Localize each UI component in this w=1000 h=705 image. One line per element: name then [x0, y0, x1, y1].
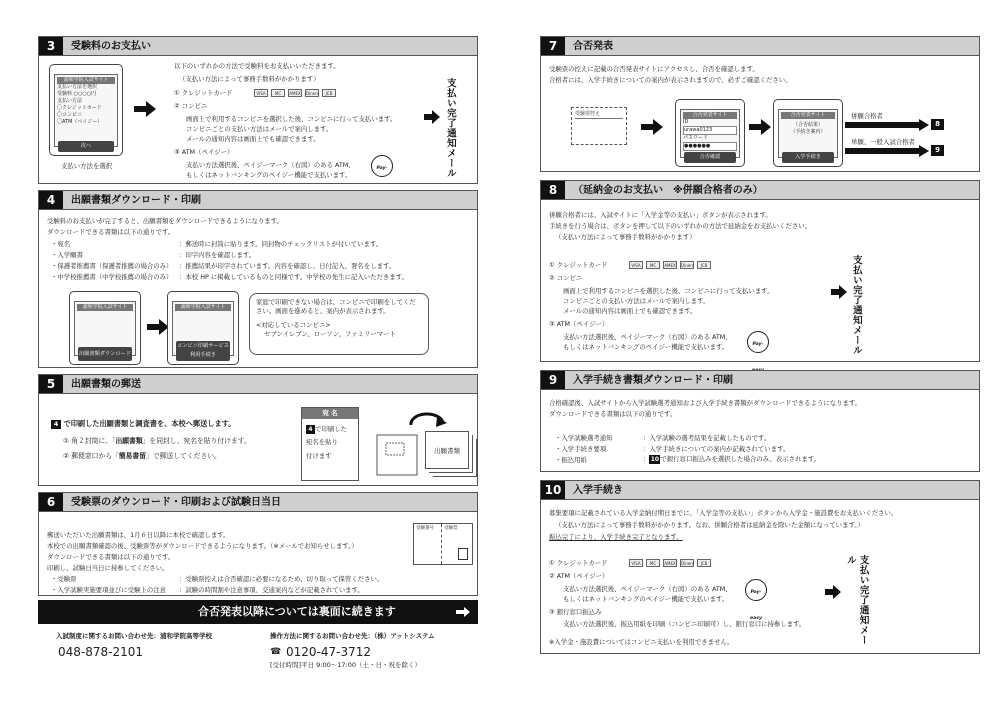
download-button[interactable]: 出願書類ダウンロード	[78, 347, 132, 361]
section-title: 入学手続き書類ダウンロード・印刷	[573, 375, 733, 386]
method-detail: もしくはネットバンキングのペイジー機能で支払います。	[563, 595, 729, 603]
method-detail: コンビニごとの支払い方法はメールで案内します。	[186, 125, 333, 133]
method-detail: 支払い方法選択後、ペイジーマーク（右図）のある ATM、	[563, 585, 732, 593]
phone-mockup	[675, 99, 745, 167]
doc-desc: ：入学試験の選考結果を記載したものです。	[643, 434, 771, 442]
password-field[interactable]: ●●●●●●	[683, 142, 737, 151]
amex-logo-icon: AMEX	[289, 91, 301, 96]
body-text: ダウンロードできる書類は以下の通りです。	[549, 410, 677, 418]
diners-logo-icon: Diners	[306, 91, 319, 96]
doc-desc: ：郵送時に封筒に貼ります。同封物のチェックリストが付いています。	[179, 240, 383, 248]
body-text: （支払い方法によって事務手数料がかかります）	[555, 233, 696, 241]
outcome-label: 併願合格者	[851, 112, 883, 120]
step-ref-badge: 9	[931, 145, 944, 156]
section-3-payment	[38, 36, 478, 184]
payeasy-logo-icon: Pay-	[747, 331, 769, 353]
payeasy-logo-icon: Pay-	[371, 155, 393, 177]
section-title: 受験票のダウンロード・印刷および試験日当日	[71, 497, 281, 508]
phone-line: 受験料 ○○○○円	[57, 91, 97, 97]
arrow-right-icon	[147, 319, 169, 335]
ticket-stub: 受験番号	[414, 524, 442, 564]
method-detail: メールの通知内容は画面上でも確認できます。	[563, 307, 697, 315]
mastercard-logo-icon: MC	[271, 89, 285, 97]
method-convenience-store: ② コンビニ	[549, 274, 583, 282]
method-detail: 支払い方法選択後、ペイジーマーク（右図）のある ATM、	[563, 333, 732, 341]
payment-complete-mail-note: 支払い完了通知メール	[444, 78, 456, 178]
phone-title: 合否発表サイト	[683, 112, 737, 119]
method-credit-card: ① クレジットカード	[549, 261, 608, 269]
phone-line: 支払い方法を選択	[57, 84, 98, 90]
ticket-stub-image	[571, 107, 627, 145]
doc-name: ・宛名	[51, 240, 71, 248]
result-line: （合否結果）	[792, 122, 823, 128]
section-title: 入学手続き	[573, 485, 623, 496]
next-button[interactable]: 次へ	[58, 141, 114, 152]
label-title: 宛 名	[302, 408, 358, 419]
doc-name: ・入学願書	[51, 251, 83, 259]
instruction-2: ② 郵便窓口から「簡易書留」で郵送してください。	[63, 452, 221, 460]
payeasy-logo-icon: Pay-easy	[745, 579, 767, 601]
method-atm: ③ ATM（ペイジー）	[174, 148, 234, 156]
check-result-button[interactable]: 合否確認	[684, 152, 736, 163]
section-title: 出願書類ダウンロード・印刷	[71, 195, 201, 206]
section-7-results	[540, 36, 980, 172]
phone-line: 支払い方法	[57, 98, 83, 104]
diners-logo-icon: Diners	[681, 263, 694, 268]
arrow-right-icon	[424, 110, 440, 124]
lead-text: 4 で印刷した出願書類と調査書を、本校へ郵送します。	[51, 419, 235, 429]
doc-desc: ：受験票控えは合否確認に必要になるため、切り取って保管ください。	[179, 575, 384, 583]
convenience-print-button[interactable]: コンビニ印刷サービス利用手続き	[176, 341, 230, 361]
password-label: パスワード	[683, 135, 709, 141]
doc-name: ・保護者推薦書（保護者推薦の場合のみ）	[51, 262, 173, 270]
phone-line: 〇ATM（ペイジー）	[57, 119, 103, 125]
doc-name: ・入学試験選考通知	[555, 434, 613, 442]
diners-logo-icon: Diners	[681, 561, 694, 566]
method-detail: 画面上で利用するコンビニを選択した後、コンビニに行って支払います。	[563, 287, 774, 295]
doc-name: ・入学試験実施要項並びに受験上の注意	[51, 586, 167, 594]
contact-support-label: 操作方法に関するお問い合わせ先：（株）アットシステム	[270, 632, 435, 640]
contact-support-phone: 0120-47-3712	[286, 645, 372, 659]
visa-logo-icon: VISA	[254, 89, 268, 97]
label-line: 宛名を貼り	[306, 438, 338, 447]
phone-mockup	[49, 64, 123, 156]
visa-logo-icon: VISA	[629, 261, 643, 269]
method-atm: ③ ATM（ペイジー）	[549, 320, 609, 328]
step-number: 10	[541, 481, 565, 499]
method-atm: ② ATM（ペイジー）	[549, 572, 609, 580]
section-10-enrollment	[540, 480, 980, 654]
card-logos	[629, 261, 711, 269]
step-number: 5	[39, 375, 63, 393]
body-text: 合格確認後、入試サイトから入学試験選考通知および入学手続き書類がダウンロードできるようになります。	[549, 399, 862, 407]
contact-school-label: 入試制度に関するお問い合わせ先：浦和学院高等学校	[56, 632, 212, 640]
body-text: 受験票の控えに記載の合否発表サイトにアクセスし、合否を確認します。	[549, 65, 759, 73]
label-line: 4 で印刷した	[306, 423, 354, 436]
label-line: 付けます	[306, 451, 332, 460]
ticket-title: 受験票	[444, 526, 458, 531]
section-9-enrollment-docs	[540, 370, 980, 472]
continue-banner: 合否発表以降については裏面に続きます	[38, 600, 478, 624]
section-title: 出願書類の郵送	[71, 379, 141, 390]
method-detail: もしくはネットバンキングのペイジー機能で支払います。	[186, 171, 352, 179]
section-title: 合否発表	[573, 41, 613, 52]
section-6-exam-ticket	[38, 492, 478, 596]
section-5-mail	[38, 374, 478, 486]
method-detail: 支払い方法選択後、振込用紙を印刷（コンビニ印刷可）し、銀行窓口に持参します。	[563, 620, 806, 628]
payment-complete-mail-note: 支払い完了通知メール	[850, 255, 862, 355]
body-text: 募集要項に記載されている入学金納付期日までに、「入学金等の支払い」ボタンから入学金・施設費をお支払いください。	[549, 509, 898, 517]
body-text: ダウンロードできる書類は以下の通りです。	[47, 553, 175, 561]
phone-mockup	[69, 291, 141, 365]
arrow-right-icon	[749, 119, 771, 135]
phone-caption: 支払い方法を選択	[61, 162, 113, 170]
method-bank-transfer: ③ 銀行窓口振込み	[549, 608, 602, 616]
enrollment-button[interactable]: 入学手続き	[782, 152, 834, 163]
step-number: 9	[541, 371, 565, 389]
phone-mockup	[167, 291, 239, 365]
card-logos	[629, 559, 711, 567]
bubble-text: 家庭で印刷できない場合は、コンビニで印刷をしてください。画面を進めると、案内が表示されます。	[256, 298, 416, 315]
documents-label: 出願書類	[434, 447, 460, 455]
doc-desc: ：印字内容を確認します。	[179, 251, 256, 259]
doc-desc: ：入学手続きについての案内が記載されています。	[643, 445, 790, 453]
phone-title: 浦和学院入試サイト	[175, 304, 231, 311]
phone-line: 〇クレジットカード	[57, 105, 102, 111]
step-number: 7	[541, 37, 565, 55]
phone-title: 浦和学院入試サイト	[77, 304, 133, 311]
method-detail: コンビニごとの支払い方法はメールで案内します。	[563, 297, 710, 305]
ticket-stub-label: 受験票控え	[575, 111, 623, 119]
doc-name: ・入学手続き要項	[555, 445, 607, 453]
step-ref-badge: 10	[650, 456, 660, 463]
body-text: 受験料のお支払いが完了すると、出願書類をダウンロードできるようになります。	[47, 217, 283, 225]
doc-name: ・受験票	[51, 575, 77, 583]
section-title: （延納金のお支払い ※併願合格者のみ）	[573, 185, 763, 196]
method-credit-card: ① クレジットカード	[549, 559, 608, 567]
doc-name: ・中学校推薦書（中学校推薦の場合のみ）	[51, 273, 173, 281]
method-detail: 画面上で利用するコンビニを選択した後、コンビニに行って支払います。	[186, 115, 397, 123]
arrow-right-icon	[831, 285, 847, 299]
intro-text: 以下のいずれかの方法で受験料をお支払いいただきます。	[174, 62, 340, 70]
amex-logo-icon: AMEX	[664, 263, 676, 268]
doc-desc: ：10で銀行窓口振込みを選択した場合のみ、表示されます。	[643, 455, 821, 463]
mastercard-logo-icon: MC	[646, 559, 660, 567]
jcb-logo-icon: JCB	[322, 89, 336, 97]
body-text: 振込完了により、入学手続き完了となります。	[549, 533, 683, 541]
jcb-logo-icon: JCB	[697, 559, 711, 567]
bubble-text: <対応しているコンビニ>	[256, 321, 331, 330]
method-convenience-store: ② コンビニ	[174, 102, 208, 110]
instruction-1: ① 角２封筒に、「出願書類」を同封し、宛名を貼り付けます。	[63, 437, 251, 445]
fee-note: （支払い方法によって事務手数料がかかります）	[179, 75, 320, 83]
phone-mockup	[773, 99, 843, 167]
body-text: 併願合格者には、入試サイトに「入学金等の支払い」ボタンが表示されます。	[549, 211, 772, 219]
section-4-download	[38, 190, 478, 368]
arrow-right-icon	[845, 145, 929, 157]
body-text: （支払い方法によって事務手数料がかかります。なお、併願合格者は延納金を除いた金額になっています。）	[555, 521, 864, 529]
arrow-right-icon	[825, 585, 841, 599]
jcb-logo-icon: JCB	[697, 261, 711, 269]
step-number: 6	[39, 493, 63, 511]
doc-desc: ：推薦結果が印字されています。内容を確認し、日付記入、署名をします。	[179, 262, 396, 270]
arrow-right-icon	[134, 101, 156, 117]
phone-title: 浦和学院入試サイト	[57, 77, 115, 84]
step-number: 4	[39, 191, 63, 209]
body-text: 合格者には、入学手続きについての案内が表示されますので、必ずご確認ください。	[549, 76, 792, 84]
id-label: ID	[683, 119, 689, 125]
arrow-right-icon	[456, 607, 470, 617]
method-detail: もしくはネットバンキングのペイジー機能で支払います。	[563, 343, 729, 351]
card-logos	[254, 89, 336, 97]
doc-name: ・振込用紙	[555, 456, 587, 464]
doc-desc: ：本校 HP に掲載しているものと同様です。中学校の先生に記入いただきます。	[179, 273, 408, 281]
mastercard-logo-icon: MC	[646, 261, 660, 269]
photo-icon	[458, 548, 468, 560]
documents-stack	[425, 431, 469, 469]
contact-support-hours: [受付時間]平日 9:00～17:00（土・日・祝を除く）	[270, 661, 421, 669]
body-text: ダウンロードできる書類は以下の通りです。	[47, 228, 175, 236]
speech-bubble	[249, 293, 429, 355]
footnote: ※入学金・施設費についてはコンビニ支払いを利用できません。	[549, 638, 734, 646]
freedial-icon: ☎	[270, 647, 282, 657]
body-text: 手続きを行う場合は、ボタンを押して以下のいずれかの方法で延納金をお支払いください。	[549, 222, 812, 230]
phone-line: 〇コンビニ	[57, 112, 83, 118]
step-number: 8	[541, 181, 565, 199]
body-text: 本校での出願書類確認の後、受験票等がダウンロードできるようになります。（※メールでお知らせします。）	[47, 542, 358, 550]
step-number: 3	[39, 37, 63, 55]
arrow-right-icon	[845, 119, 929, 131]
outcome-label: 単願、一般入試合格者	[851, 138, 915, 146]
exam-ticket-card	[413, 523, 473, 565]
bubble-text: セブンイレブン、ローソン、ファミリーマート	[264, 329, 396, 338]
phone-title: 合否発表サイト	[781, 112, 835, 119]
doc-desc: ：試験の時間割や注意事項、交通案内などが記載されています。	[179, 586, 364, 594]
section-8-deferred-payment	[540, 180, 980, 362]
id-field[interactable]: urawa0123	[683, 126, 737, 135]
method-credit-card: ① クレジットカード	[174, 89, 233, 97]
step-ref-badge: 4	[51, 420, 61, 429]
method-detail: メールの通知内容は画面上でも確認できます。	[186, 135, 320, 143]
arrow-right-icon	[641, 119, 663, 135]
body-text: 印刷し、試験日当日に持参してください。	[47, 564, 169, 572]
payment-complete-mail-note: 支払い完了通知メール	[844, 555, 869, 645]
body-text: 郵送いただいた出願書類は、1月６日以降に本校で確認します。	[47, 531, 230, 539]
visa-logo-icon: VISA	[629, 559, 643, 567]
amex-logo-icon: AMEX	[664, 561, 676, 566]
address-label	[301, 407, 359, 481]
contact-school-phone: 048-878-2101	[58, 645, 144, 659]
step-ref-badge: 8	[931, 119, 944, 130]
section-title: 受験料のお支払い	[71, 41, 151, 52]
method-detail: 支払い方法選択後、ペイジーマーク（右図）のある ATM、	[186, 161, 355, 169]
guide-line: （手続き案内）	[790, 129, 826, 135]
